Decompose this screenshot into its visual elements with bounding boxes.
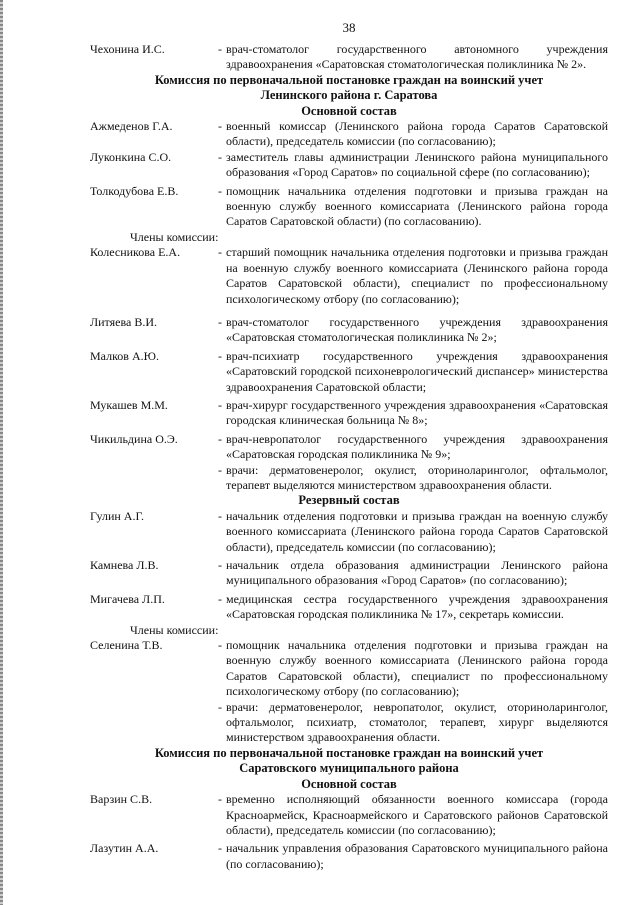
person-role: помощник начальника отделения подготовки и призыва граждан на военную службу военного комиссариата (Ленинского района города Саратов Саратовской области) (по согласованию). [226,183,608,229]
person-role: начальник управления образования Саратовского муниципального района (по согласованию); [226,841,608,871]
list-item: Чехонина И.С. - врач-стоматолог государственного автономного учреждения здравоохранения «Саратовская стоматологическая поликлиника № 2». [90,42,608,72]
list-item: Камнева Л.В. - начальник отдела образования администрации Ленинского района муниципального образования «Город Саратов» (по согласованию); [90,558,608,588]
commission-district: Саратовского муниципального района [239,761,459,776]
person-role: врач-психиатр государственного учреждения здравоохранения «Саратовский городской психоневрологический диспансер» министерства здравоохранения Саратовской области; [226,348,608,394]
person-role: помощник начальника отделения подготовки и призыва граждан на военную службу военного комиссариата (Ленинского района города Саратов Саратовской области), специалист по профессиональному психологическому отбору (по согласованию); [226,638,608,699]
person-name: Селенина Т.В. [90,638,163,653]
list-item: Толкодубова Е.В. - помощник начальника отделения подготовки и призыва граждан на военную службу военного комиссариата (Ленинского района города Саратов Саратовской области) (по согласованию). [90,183,608,229]
list-item: Гулин А.Г. - начальник отделения подготовки и призыва граждан на военную службу военного комиссариата (Ленинского района города Саратов Саратовской области), председатель комиссии (по согласованию); [90,508,608,554]
list-item: - врачи: дерматовенеролог, окулист, оториноларинголог, офтальмолог, терапевт выделяются министерством здравоохранения области. [218,462,608,492]
person-name: Толкодубова Е.В. [90,183,179,198]
document-content [90,42,608,872]
list-item: Литяева В.И. - врач-стоматолог государственного учреждения здравоохранения «Саратовская стоматологическая поликлиника № 2»; [90,314,608,345]
person-name: Чикильдина О.Э. [90,431,178,446]
section-heading: Основной состав [301,776,397,791]
person-role: военный комиссар (Ленинского района города Саратов Саратовской области), председатель комиссии (по согласованию); [226,119,608,149]
commission-title: Комиссия по первоначальной постановке граждан на воинский учет [154,72,544,87]
person-name: Гулин А.Г. [90,508,145,523]
person-role: медицинская сестра государственного учреждения здравоохранения «Саратовская городская поликлиника № 17», секретарь комиссии. [226,591,608,622]
list-item: Малков А.Ю. - врач-психиатр государственного учреждения здравоохранения «Саратовский городской психоневрологический диспансер» министерства здравоохранения Саратовской области; [90,348,608,394]
person-name: Камнева Л.В. [90,558,159,572]
person-role: врач-стоматолог государственного автономного учреждения здравоохранения «Саратовская стоматологическая поликлиника № 2». [226,42,608,72]
person-role: временно исполняющий обязанности военного комиссара (города Красноармейск, Красноармейского и Саратовского районов Саратовской области), председатель комиссии (по согласованию); [226,792,608,837]
list-item: Чикильдина О.Э. - врач-невропатолог государственного учреждения здравоохранения «Саратовская городская поликлиника № 9»; [90,431,608,462]
list-item: Колесникова Е.А. - старший помощник начальника отделения подготовки и призыва граждан на военную службу военного комиссариата (Ленинского района города Саратов Саратовской области), специалист по профессиональному психологическому отбору (по согласованию); [90,245,608,306]
person-role: начальник отделения подготовки и призыва граждан на военную службу военного комиссариата (Ленинского района города Саратов Саратовской области), председатель комиссии (по согласованию); [226,508,608,554]
person-role: врач-хирург государственного учреждения здравоохранения «Саратовская городская клиническая больница № 8»; [226,397,608,428]
section-heading: Резервный состав [298,493,400,508]
person-role: врачи: дерматовенеролог, невропатолог, окулист, оториноларинголог, офтальмолог, психиатр, стоматолог, терапевт, хирург выделяются министерством здравоохранения области. [226,699,608,745]
person-name: Чехонина И.С. [90,42,165,56]
person-name: Малков А.Ю. [90,348,159,363]
list-item: Варзин С.В. - временно исполняющий обязанности военного комиссара (города Красноармейск, Красноармейского и Саратовского районов Саратовской области), председатель комиссии (по согласованию); [90,792,608,837]
list-item: Мигачева Л.П. - медицинская сестра государственного учреждения здравоохранения «Саратовская городская поликлиника № 17», секретарь комиссии. [90,591,608,622]
list-item: Селенина Т.В. - помощник начальника отделения подготовки и призыва граждан на военную службу военного комиссариата (Ленинского района города Саратов Саратовской области), специалист по профессиональному психологическому отбору (по согласованию); [90,638,608,699]
person-name: Мигачева Л.П. [90,591,165,606]
members-label: Члены комиссии: [130,622,219,637]
list-item: - врачи: дерматовенеролог, невропатолог, окулист, оториноларинголог, офтальмолог, психиатр, стоматолог, терапевт, хирург выделяются министерством здравоохранения области. [218,699,608,745]
person-name: Лазутин А.А. [90,841,159,856]
person-name: Литяева В.И. [90,314,157,329]
person-name: Колесникова Е.А. [90,245,181,260]
list-item: Лазутин А.А. - начальник управления образования Саратовского муниципального района (по согласованию); [90,841,608,871]
members-label: Члены комиссии: [130,229,219,244]
section-heading: Основной состав [301,103,397,118]
page-number: 38 [342,20,356,35]
list-item: Луконкина С.О. - заместитель главы администрации Ленинского района муниципального образования «Город Саратов» по социальной сфере (по согласованию); [90,149,608,180]
person-name: Варзин С.В. [90,792,153,807]
list-item: Ажмеденов Г.А. - военный комиссар (Ленинского района города Саратов Саратовской области), председатель комиссии (по согласованию); [90,119,608,149]
list-item: Мукашев М.М. - врач-хирург государственного учреждения здравоохранения «Саратовская городская клиническая больница № 8»; [90,397,608,428]
person-role: заместитель главы администрации Ленинского района муниципального образования «Город Саратов» по социальной сфере (по согласованию); [226,149,608,180]
scan-edge [0,0,3,905]
commission-district: Ленинского района г. Саратова [260,88,438,103]
person-name: Мукашев М.М. [90,397,168,412]
person-name: Луконкина С.О. [90,149,172,164]
commission-title: Комиссия по первоначальной постановке граждан на воинский учет [154,745,544,760]
person-role: врачи: дерматовенеролог, окулист, оториноларинголог, офтальмолог, терапевт выделяются министерством здравоохранения области. [226,462,608,492]
person-name: Ажмеденов Г.А. [90,119,173,134]
person-role: начальник отдела образования администрации Ленинского района муниципального образования «Город Саратов» (по согласованию); [226,558,608,588]
person-role: врач-стоматолог государственного учреждения здравоохранения «Саратовская стоматологическая поликлиника № 2»; [226,314,608,345]
person-role: врач-невропатолог государственного учреждения здравоохранения «Саратовская городская поликлиника № 9»; [226,431,608,462]
person-role: старший помощник начальника отделения подготовки и призыва граждан на военную службу военного комиссариата (Ленинского района города Саратов Саратовской области), специалист по профессиональному психологическому отбору (по согласованию); [226,245,608,306]
